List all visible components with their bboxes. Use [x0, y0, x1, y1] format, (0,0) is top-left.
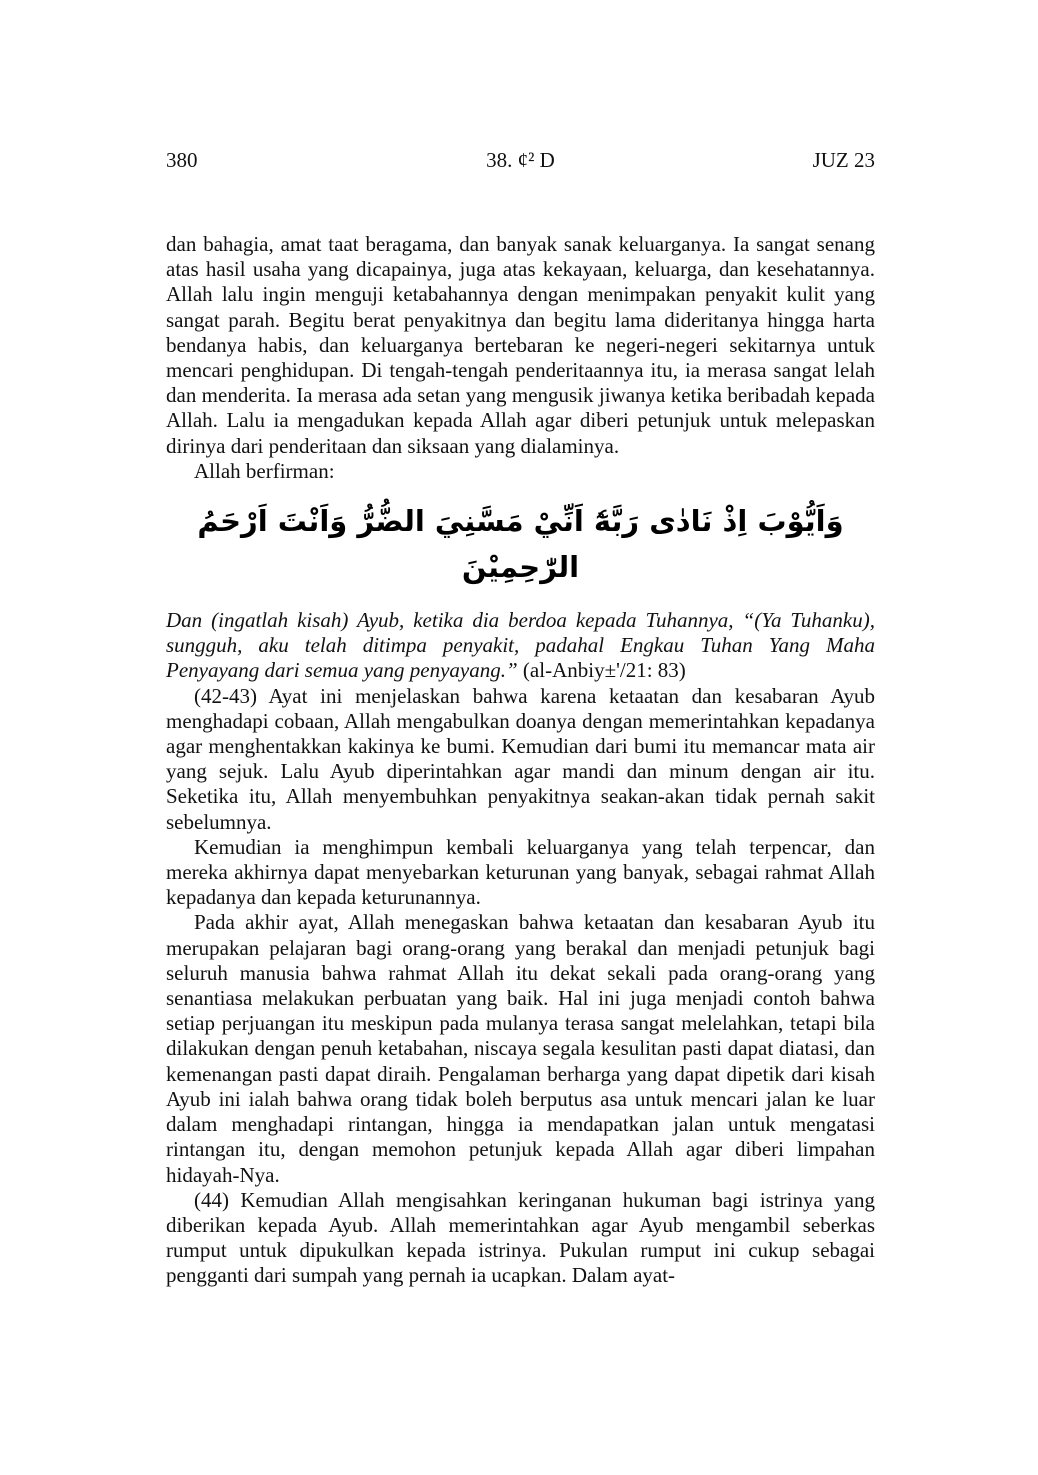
page-body [166, 232, 875, 1289]
arabic-verse: وَاَيُّوْبَ اِذْ نَادٰى رَبَّهٗٓ اَنِّيْ مَسَّنِيَ الضُّرُّ وَاَنْتَ اَرْحَمُ الرّٰحِمِيْنَ [197, 504, 844, 585]
surah-title: 38. ¢² D [486, 148, 555, 172]
verse-reference: (al-Anbiy±'/21: 83) [517, 658, 686, 683]
paragraph-continuation: dan bahagia, amat taat beragama, dan banyak sanak keluarganya. Ia sangat senang atas hasil usaha yang dicapainya, juga atas kekayaan, keluarga, dan kesehatannya. Allah lalu ingin menguji ketabahannya dengan menimpakan penyakit kulit yang sangat parah. Begitu berat penyakitnya dan begitu lama dideritanya hingga harta bendanya habis, dan keluarganya bertebaran ke negeri-negeri sekitarnya untuk mencari penghidupan. Di tengah-tengah penderitaannya itu, ia merasa sangat lelah dan menderita. Ia merasa ada setan yang mengusik jiwanya ketika beribadah kepada Allah. Lalu ia mengadukan kepada Allah agar diberi petunjuk untuk melepaskan dirinya dari penderitaan dan siksaan yang dialaminya. [166, 232, 875, 458]
paragraph-family: Kemudian ia menghimpun kembali keluarganya yang telah terpencar, dan mereka akhirnya dapat menyebarkan keturunan yang banyak, sebagai rahmat Allah kepadanya dan kepada keturunannya. [166, 834, 875, 910]
paragraph-44: (44) Kemudian Allah mengisahkan keringanan hukuman bagi istrinya yang diberikan kepada Ayub. Allah memerintahkan agar Ayub mengambil seberkas rumput untuk dipukulkan kepada istrinya. Pukulan rumput ini cukup sebagai pengganti dari sumpah yang pernah ia ucapkan. Dalam ayat- [166, 1187, 875, 1288]
paragraph-lesson: Pada akhir ayat, Allah menegaskan bahwa ketaatan dan kesabaran Ayub itu merupakan pelajaran bagi orang-orang yang berakal dan menjadi petunjuk bagi seluruh manusia bahwa rahmat Allah itu dekat sekali pada orang-orang yang senantiasa melakukan perbuatan yang baik. Hal ini juga menjadi contoh bahwa setiap perjuangan itu meskipun pada mulanya terasa sangat melelahkan, tetapi bila dilakukan dengan penuh ketabahan, niscaya segala kesulitan pasti dapat diatasi, dan kemenangan pasti dapat diraih. Pengalaman berharga yang dapat dipetik dari kisah Ayub ini ialah bahwa orang tidak boleh berputus asa untuk mencari jalan ke luar dalam menghadapi rintangan, hingga ia mendapatkan jalan untuk mengatasi rintangan itu, dengan memohon petunjuk kepada Allah agar diberi limpahan hidayah-Nya. [166, 910, 875, 1187]
verse-translation [166, 608, 875, 684]
juz-label: JUZ 23 [812, 148, 875, 172]
page-header [166, 146, 875, 174]
paragraph-intro-verse: Allah berfirman: [194, 458, 335, 483]
page-number: 380 [166, 148, 198, 172]
translation-text: Dan (ingatlah kisah) Ayub, ketika dia berdoa kepada Tuhannya, “(Ya Tuhanku), sungguh, aku telah ditimpa penyakit, padahal Engkau Tuhan Yang Maha Penyayang dari semua yang penyayang.” [166, 608, 875, 683]
paragraph-42-43: (42-43) Ayat ini menjelaskan bahwa karena ketaatan dan kesabaran Ayub menghadapi cobaan, Allah mengabulkan doanya dengan memerintahkan kepadanya agar menghentakkan kakinya ke bumi. Kemudian dari bumi itu memancar mata air yang sejuk. Lalu Ayub diperintahkan agar mandi dan minum dengan air itu. Seketika itu, Allah menyembuhkan penyakitnya seakan-akan tidak pernah sakit sebelumnya. [166, 683, 875, 834]
